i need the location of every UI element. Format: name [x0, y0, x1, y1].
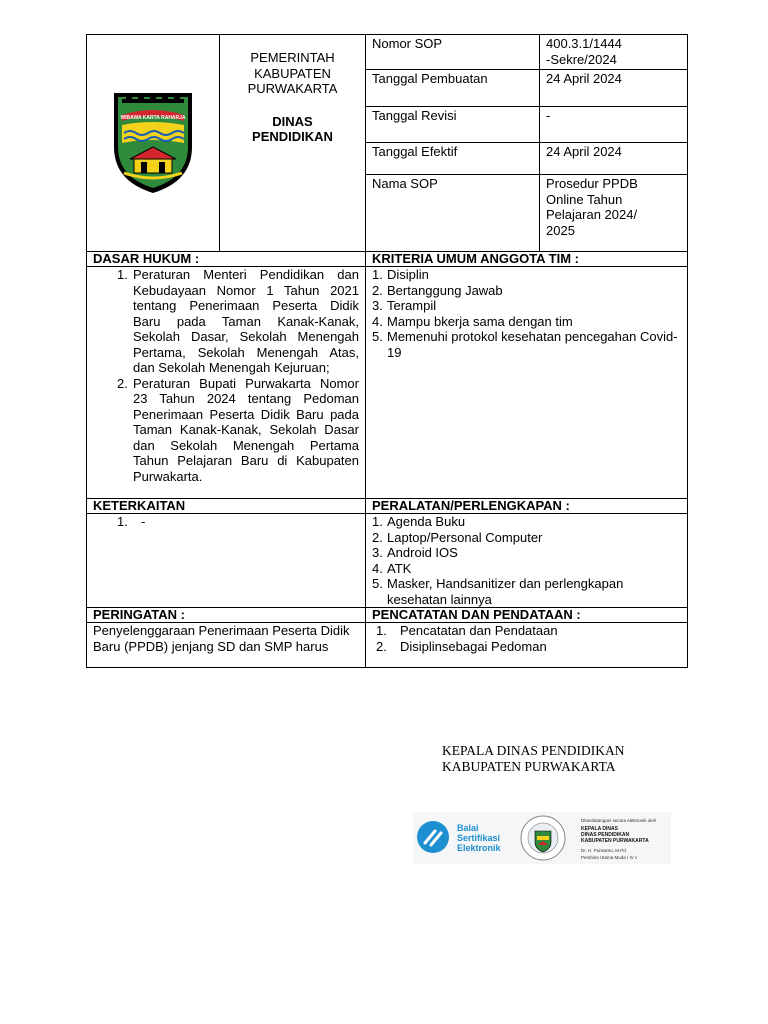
- meta-label-nama-sop: Nama SOP: [366, 175, 540, 252]
- list-item-number: 1.: [372, 267, 383, 282]
- nomor-sop-line-2: -Sekre/2024: [546, 51, 617, 67]
- list-item: [372, 545, 681, 561]
- dasar-hukum-body: [87, 267, 366, 499]
- list-item-number: 1.: [372, 514, 383, 529]
- list-item: [372, 283, 681, 299]
- keterkaitan-list: [93, 514, 359, 530]
- meta-value-nama-sop: [540, 175, 688, 252]
- dept-line-2: PENDIDIKAN: [252, 129, 333, 144]
- signature-block: [442, 743, 625, 775]
- list-item: [117, 514, 359, 530]
- bsre-stamp-graphic: [413, 812, 671, 864]
- list-item-text: Terampil: [387, 298, 437, 313]
- list-item-text: -: [141, 514, 146, 529]
- dasar-hukum-list: [93, 267, 359, 484]
- list-item: [372, 314, 681, 330]
- list-item: [117, 376, 359, 485]
- list-item: [372, 530, 681, 546]
- meta-label-tanggal-efektif: Tanggal Efektif: [366, 143, 540, 175]
- list-item-number: 5.: [372, 329, 383, 344]
- list-item-text: Pencatatan dan Pendataan: [400, 623, 558, 638]
- list-item: [376, 623, 681, 639]
- bsre-signed-note: Ditandatangani secara elektronik oleh: [581, 818, 657, 823]
- logo-motto: WIBAWA KARTA RAHARJA: [120, 115, 186, 122]
- list-item: [372, 576, 681, 607]
- nama-sop-line-3: Pelajaran 2024/: [546, 207, 638, 222]
- list-item: [372, 267, 681, 283]
- list-item-text: Agenda Buku: [387, 514, 466, 529]
- list-item-number: 4.: [372, 560, 383, 576]
- list-item-number: 2.: [372, 282, 383, 298]
- bsre-signature-stamp: [413, 812, 671, 864]
- list-item-number: 2.: [372, 529, 383, 545]
- list-item-text: Peraturan Menteri Pendidikan dan Kebudayaan Nomor 1 Tahun 2021 tentang Penerimaan Peserta Didik Baru pada Taman Kanak-Kanak, Sekolah Dasar, Sekolah Menengah Pertama, Sekolah Menengah Atas, dan Sekolah Menengah Kejuruan;: [133, 267, 359, 375]
- bsre-signer-title-1: KEPALA DINAS: [581, 826, 618, 832]
- gov-line-3: PURWAKARTA: [247, 81, 338, 96]
- keterkaitan-body: [87, 514, 366, 608]
- list-item-text: Memenuhi protokol kesehatan pencegahan Covid- 19: [387, 329, 678, 360]
- list-item-text: Disiplin: [387, 267, 429, 282]
- meta-label-nomor-sop: Nomor SOP: [366, 35, 540, 70]
- meta-label-tanggal-revisi: Tanggal Revisi: [366, 107, 540, 143]
- bsre-signer-title-2: DINAS PENDIDIKAN: [581, 832, 630, 838]
- list-item-text: Peraturan Bupati Purwakarta Nomor 23 Tahun 2024 tentang Pedoman Penerimaan Peserta Didik Baru pada Taman Kanak-Kanak, Sekolah Dasar dan Sekolah Menengah Pertama Tahun Pelajaran Baru di Kabupaten Purwakarta.: [133, 375, 359, 484]
- meta-value-nomor-sop: [540, 35, 688, 70]
- list-item-text: Laptop/Personal Computer: [387, 529, 543, 545]
- list-item-text: Android IOS: [387, 545, 458, 560]
- purwakarta-crest-logo: [108, 85, 198, 197]
- list-item: [372, 561, 681, 577]
- gov-line-2: KABUPATEN: [254, 65, 331, 81]
- bsre-signer-title-3: KABUPATEN PURWAKARTA: [581, 838, 649, 844]
- list-item-number: 4.: [372, 313, 383, 329]
- list-item-number: 1.: [117, 267, 128, 282]
- signature-line-2: KABUPATEN PURWAKARTA: [442, 759, 616, 774]
- list-item-number: 2.: [376, 638, 387, 654]
- list-item: [372, 329, 681, 360]
- peralatan-list: [372, 514, 681, 607]
- pencatatan-body: [366, 623, 688, 668]
- list-item-text: Bertanggung Jawab: [387, 282, 503, 298]
- peringatan-body: Penyelenggaraan Penerimaan Peserta Didik Baru (PPDB) jenjang SD dan SMP harus: [87, 623, 366, 668]
- dasar-hukum-heading: DASAR HUKUM :: [87, 252, 366, 267]
- pencatatan-list: [376, 623, 681, 654]
- list-item: [372, 298, 681, 314]
- kriteria-body: [366, 267, 688, 499]
- list-item: [372, 514, 681, 530]
- nomor-sop-line-1: 400.3.1/1444: [546, 36, 622, 51]
- nama-sop-line-4: 2025: [546, 222, 575, 238]
- list-item-number: 3.: [372, 545, 383, 560]
- logo-cell: [87, 35, 220, 252]
- meta-value-tanggal-efektif: 24 April 2024: [540, 143, 688, 175]
- agency-title-cell: [220, 35, 366, 252]
- list-item-number: 5.: [372, 576, 383, 591]
- list-item-text: Mampu bkerja sama dengan tim: [387, 313, 573, 329]
- nama-sop-line-1: Prosedur PPDB: [546, 176, 638, 191]
- signature-line-1: KEPALA DINAS PENDIDIKAN: [442, 743, 625, 758]
- list-item-number: 3.: [372, 298, 383, 313]
- list-item-number: 2.: [117, 375, 128, 391]
- kriteria-list: [372, 267, 681, 360]
- bsre-brand-line-3: Elektronik: [457, 843, 501, 853]
- list-item-number: 1.: [117, 514, 128, 529]
- list-item-text: ATK: [387, 560, 412, 576]
- list-item: [376, 639, 681, 655]
- government-seal-icon: [521, 816, 565, 860]
- sop-table: [86, 34, 688, 668]
- list-item-number: 1.: [376, 623, 387, 638]
- nama-sop-line-2: Online Tahun: [546, 191, 623, 207]
- bsre-brand-line-1: Balai: [457, 823, 479, 833]
- meta-value-tanggal-pembuatan: 24 April 2024: [540, 70, 688, 107]
- list-item: [117, 267, 359, 376]
- bsre-logo-icon: [417, 821, 449, 853]
- pencatatan-heading: PENCATATAN DAN PENDATAAN :: [366, 608, 688, 623]
- keterkaitan-heading: KETERKAITAN: [87, 499, 366, 514]
- bsre-brand-line-2: Sertifikasi: [457, 833, 501, 843]
- meta-label-tanggal-pembuatan: Tanggal Pembuatan: [366, 70, 540, 107]
- meta-value-tanggal-revisi: -: [540, 107, 688, 143]
- kriteria-heading: KRITERIA UMUM ANGGOTA TIM :: [366, 252, 688, 267]
- gov-line-1: PEMERINTAH: [250, 50, 335, 65]
- peralatan-body: [366, 514, 688, 608]
- peringatan-heading: PERINGATAN :: [87, 608, 366, 623]
- peralatan-heading: PERALATAN/PERLENGKAPAN :: [366, 499, 688, 514]
- list-item-text: Disiplinsebagai Pedoman: [400, 638, 547, 654]
- bsre-signer-name: Dr. H. Purwanto, M.Pd: [581, 848, 626, 853]
- dept-line-1: DINAS: [272, 113, 313, 129]
- list-item-text: Masker, Handsanitizer dan perlengkapan kesehatan lainnya: [387, 576, 624, 607]
- bsre-signer-rank: Pembina Utama Muda / IV c: [581, 855, 638, 860]
